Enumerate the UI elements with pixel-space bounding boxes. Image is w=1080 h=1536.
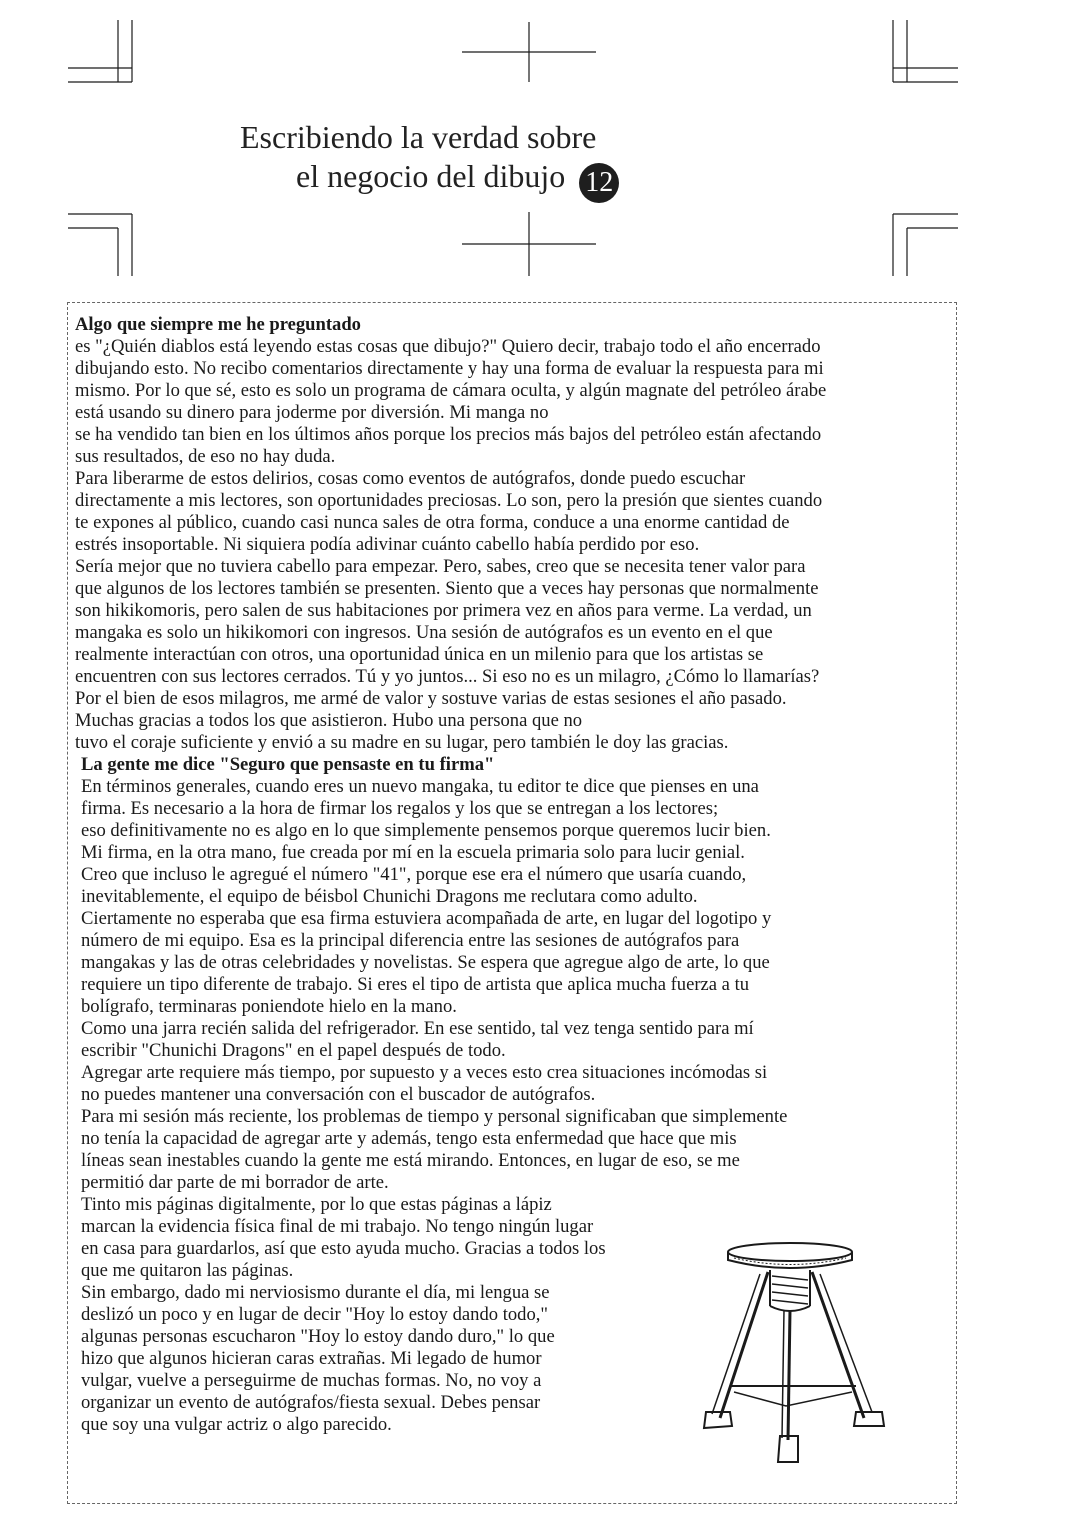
paragraph-line: Sería mejor que no tuviera cabello para empezar. Pero, sabes, creo que se necesita tener valor para xyxy=(75,556,806,577)
paragraph-line: realmente interactúan con otros, una oportunidad única en un milenio para que los artistas se xyxy=(75,644,764,665)
paragraph-line: bolígrafo, terminaras poniendote hielo en la mano. xyxy=(81,996,457,1017)
chapter-number-badge: 12 xyxy=(579,163,619,203)
paragraph-line: En términos generales, cuando eres un nuevo mangaka, tu editor te dice que pienses en una xyxy=(81,776,759,797)
paragraph-line: permitió dar parte de mi borrador de arte. xyxy=(81,1172,389,1193)
title-line-2 xyxy=(240,157,720,203)
paragraph-line: Por el bien de esos milagros, me armé de valor y sostuve varias de estas sesiones el año pasado. xyxy=(75,688,787,709)
paragraph-line: directamente a mis lectores, son oportunidades preciosas. Lo son, pero la presión que sientes cuando xyxy=(75,490,823,511)
paragraph-line: eso definitivamente no es algo en lo que simplemente pensemos porque queremos lucir bien. xyxy=(81,820,771,841)
stool-icon xyxy=(686,1236,896,1476)
paragraph-line: hizo que algunos hicieran caras extrañas. Mi legado de humor xyxy=(81,1348,542,1369)
paragraph-line: número de mi equipo. Esa es la principal diferencia entre las sesiones de autógrafos para xyxy=(81,930,740,951)
title-line-1: Escribiendo la verdad sobre xyxy=(240,119,597,155)
paragraph-line: dibujando esto. No recibo comentarios directamente y hay una forma de evaluar la respuesta para mi xyxy=(75,358,824,379)
paragraph-line: inevitablemente, el equipo de béisbol Chunichi Dragons me reclutara como adulto. xyxy=(81,886,698,907)
paragraph-line: mismo. Por lo que sé, esto es solo un programa de cámara oculta, y algún magnate del petróleo árabe xyxy=(75,380,827,401)
paragraph-line: se ha vendido tan bien en los últimos años porque los precios más bajos del petróleo están afectando xyxy=(75,424,822,445)
paragraph-line: Para mi sesión más reciente, los problemas de tiempo y personal significaban que simplemente xyxy=(81,1106,788,1127)
paragraph-line: mangaka es solo un hikikomori con ingresos. Una sesión de autógrafos es un evento en el que xyxy=(75,622,773,643)
paragraph-line: organizar un evento de autógrafos/fiesta sexual. Debes pensar xyxy=(81,1392,541,1413)
paragraph-line: mangakas y las de otras celebridades y novelistas. Se espera que agregue algo de arte, lo que xyxy=(81,952,770,973)
paragraph-line: Creo que incluso le agregué el número "41", porque ese era el número que usaría cuando, xyxy=(81,864,747,885)
paragraph-line: en casa para guardarlos, así que esto ayuda mucho. Gracias a todos los xyxy=(81,1238,606,1259)
paragraph-line: Mi firma, en la otra mano, fue creada por mí en la escuela primaria solo para lucir genial. xyxy=(81,842,745,863)
paragraph-line: Sin embargo, dado mi nerviosismo durante el día, mi lengua se xyxy=(81,1282,550,1303)
paragraph-line: Tinto mis páginas digitalmente, por lo que estas páginas a lápiz xyxy=(81,1194,552,1215)
paragraph-line: no tenía la capacidad de agregar arte y además, tengo esta enfermedad que hace que mis xyxy=(81,1128,737,1149)
paragraph-line: te expones al público, cuando casi nunca sales de otra forma, conduce a una enorme cantidad de xyxy=(75,512,790,533)
section-heading-signature: La gente me dice "Seguro que pensaste en tu firma" xyxy=(81,754,495,775)
paragraph-line: Como una jarra recién salida del refrigerador. En ese sentido, tal vez tenga sentido para mí xyxy=(81,1018,754,1039)
paragraph-line: vulgar, vuelve a perseguirme de muchas formas. No, no voy a xyxy=(81,1370,542,1391)
section-signing-events xyxy=(75,336,950,754)
paragraph-line: que me quitaron las páginas. xyxy=(81,1260,294,1281)
paragraph-line: requiere un tipo diferente de trabajo. Si eres el tipo de artista que aplica mucha fuerza a tu xyxy=(81,974,750,995)
paragraph-line: Agregar arte requiere más tiempo, por supuesto y a veces esto crea situaciones incómodas si xyxy=(81,1062,768,1083)
paragraph-line: deslizó un poco y en lugar de decir "Hoy lo estoy dando todo," xyxy=(81,1304,549,1325)
paragraph-line: que soy una vulgar actriz o algo parecido. xyxy=(81,1414,392,1435)
page-title xyxy=(240,118,720,203)
title-line-2-text: el negocio del dibujo xyxy=(296,158,566,194)
paragraph-line: líneas sean inestables cuando la gente me está mirando. Entonces, en lugar de eso, se me xyxy=(81,1150,740,1171)
paragraph-line: algunas personas escucharon "Hoy lo estoy dando duro," lo que xyxy=(81,1326,555,1347)
paragraph-line: estrés insoportable. Ni siquiera podía adivinar cuánto cabello había perdido por eso. xyxy=(75,534,700,555)
paragraph-line: marcan la evidencia física final de mi trabajo. No tengo ningún lugar xyxy=(81,1216,594,1237)
paragraph-line: son hikikomoris, pero salen de sus habitaciones por primera vez en años para verme. La verdad, un xyxy=(75,600,812,621)
section-heading-signing-events: Algo que siempre me he preguntado xyxy=(75,314,361,335)
paragraph-line: es "¿Quién diablos está leyendo estas cosas que dibujo?" Quiero decir, trabajo todo el año encerrado xyxy=(75,336,821,357)
paragraph-line: está usando su dinero para joderme por diversión. Mi manga no xyxy=(75,402,549,423)
paragraph-line: escribir "Chunichi Dragons" en el papel después de todo. xyxy=(81,1040,506,1061)
paragraph-line: encuentren con sus lectores cerrados. Tú y yo juntos... Si eso no es un milagro, ¿Cómo lo llamarías? xyxy=(75,666,820,687)
paragraph-line: que algunos de los lectores también se presenten. Siento que a veces hay personas que normalmente xyxy=(75,578,819,599)
paragraph-line: Para liberarme de estos delirios, cosas como eventos de autógrafos, donde puedo escuchar xyxy=(75,468,746,489)
paragraph-line: Ciertamente no esperaba que esa firma estuviera acompañada de arte, en lugar del logotipo y xyxy=(81,908,772,929)
paragraph-line: tuvo el coraje suficiente y envió a su madre en su lugar, pero también le doy las gracias. xyxy=(75,732,729,753)
paragraph-line: firma. Es necesario a la hora de firmar los regalos y los que se entregan a los lectores; xyxy=(81,798,719,819)
paragraph-line: no puedes mantener una conversación con el buscador de autógrafos. xyxy=(81,1084,596,1105)
paragraph-line: Muchas gracias a todos los que asistieron. Hubo una persona que no xyxy=(75,710,583,731)
paragraph-line: sus resultados, de eso no hay duda. xyxy=(75,446,336,467)
